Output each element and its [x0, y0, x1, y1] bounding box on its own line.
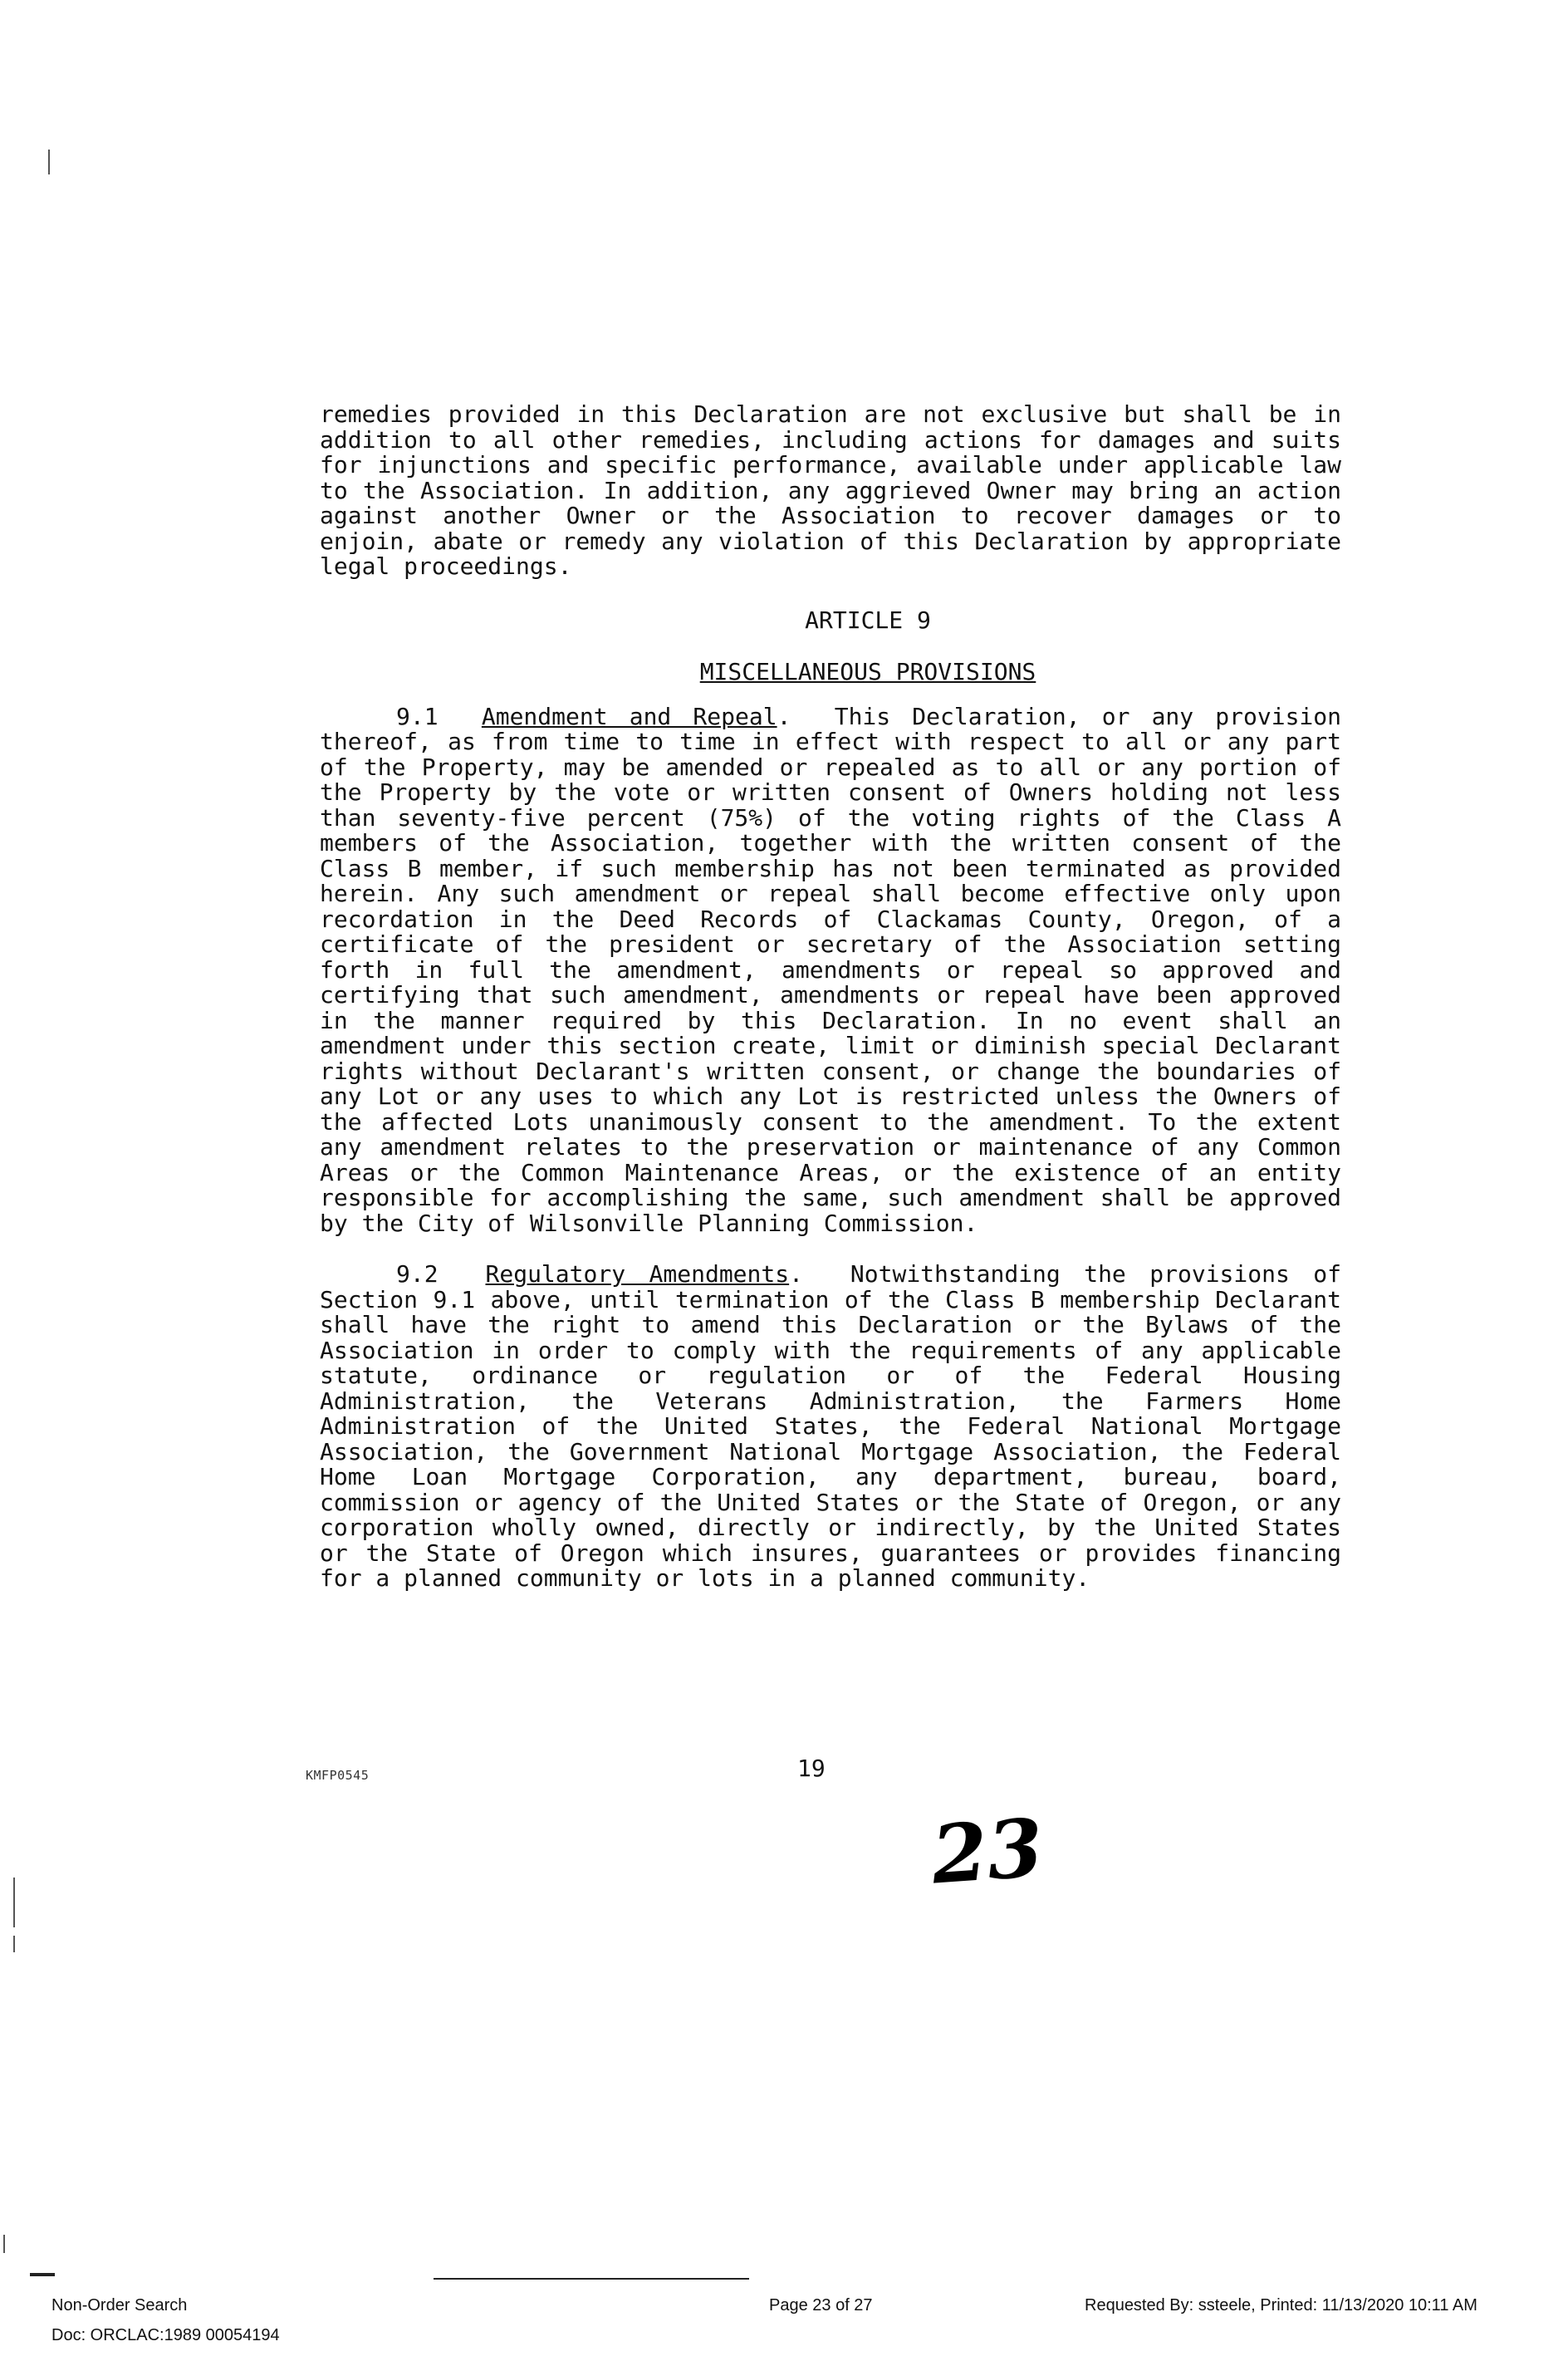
section-9-2-text: Notwithstanding the provisions of Section 9.1 above, until termination of the Class B membership Declarant shall have the right to amend this Declaration or the Bylaws of the Association in order to comply with the requirements of any applicable statute, ordinance or regulation or of the Federal Housing Administration, the Veterans Administration, the Farmers Home Administration of the United States, the Federal National Mortgage Association, the Government National Mortgage Association, the Federal Home Loan Mortgage Corporation, any department, bureau, board, commission or agency of the United States or the State of Oregon, or any corporation wholly owned, directly or indirectly, by the United States or the State of Oregon which insures, guarantees or provides financing for a planned community or lots in a planned community.: [320, 1260, 1341, 1592]
article-heading: ARTICLE 9: [805, 606, 931, 634]
scan-mark: [13, 1878, 15, 1927]
scan-mark: [48, 150, 50, 174]
footer-divider-left: [30, 2273, 55, 2276]
page-number: 19: [797, 1755, 826, 1782]
declaration-text: [320, 402, 1341, 1592]
section-9-1: 9.1 Amendment and Repeal. This Declaration, or any provision thereof, as from time to time in effect with respect to all or any part of the Property, may be amended or repealed as to all or any portion of the Property by the vote or written consent of Owners holding not less than seventy-five percent (75%) of the voting rights of the Class A members of the Association, together with the written consent of the Class B member, if such membership has not been terminated as provided herein. Any such amendment or repeal shall become effective only upon recordation in the Deed Records of Clackamas County, Oregon, of a certificate of the president or secretary of the Association setting forth in full the amendment, amendments or repeal so approved and certifying that such amendment, amendments or repeal have been approved in the manner required by this Declaration. In no event shall an amendment under this section create, limit or diminish special Declarant rights without Declarant's written consent, or change the boundaries of any Lot or any uses to which any Lot is restricted unless the Owners of the affected Lots unanimously consent to the amendment. To the extent any amendment relates to the preservation or maintenance of any Common Areas or the Common Maintenance Areas, or the existence of an entity responsible for accomplishing the same, such amendment shall be approved by the City of Wilsonville Planning Commission.: [320, 702, 1341, 1237]
section-heading: [394, 657, 1341, 685]
handwritten-page-number: 23: [929, 1800, 1046, 1902]
scan-mark: [3, 2235, 5, 2253]
continuation-paragraph: remedies provided in this Declaration are not exclusive but shall be in addition to all other remedies, including actions for damages and suits for injunctions and specific performance, available under applicable law to the Association. In addition, any aggrieved Owner may bring an action against another Owner or the Association to recover damages or to enjoin, abate or remedy any violation of this Declaration by appropriate legal proceedings.: [320, 400, 1341, 580]
requested-by: Requested By: ssteele, Printed: 11/13/2020 10:11 AM: [1085, 2296, 1477, 2314]
page-count: Page 23 of 27: [769, 2296, 873, 2314]
footer-divider: [434, 2278, 749, 2280]
search-type: Non-Order Search: [51, 2296, 188, 2314]
form-code: KMFP0545: [306, 1768, 370, 1783]
section-9-2-heading: Regulatory Amendments: [485, 1260, 790, 1288]
section-9-1-text: This Declaration, or any provision thereof, as from time to time in effect with respect to all or any part of the Property, may be amended or repealed as to all or any portion of the Property by the vote or written consent of Owners holding not less than seventy-five percent (75%) of the voting rights of the Class A members of the Association, together with the written consent of the Class B member, if such membership has not been terminated as provided herein. Any such amendment or repeal shall become effective only upon recordation in the Deed Records of Clackamas County, Oregon, of a certificate of the president or secretary of the Association setting forth in full the amendment, amendments or repeal so approved and certifying that such amendment, amendments or repeal have been approved in the manner required by this Declaration. In no event shall an amendment under this section create, limit or diminish special Declarant rights without Declarant's written consent, or change the boundaries of any Lot or any uses to which any Lot is restricted unless the Owners of the affected Lots unanimously consent to the amendment. To the extent any amendment relates to the preservation or maintenance of any Common Areas or the Common Maintenance Areas, or the existence of an entity responsible for accomplishing the same, such amendment shall be approved by the City of Wilsonville Planning Commission.: [320, 702, 1341, 1237]
scan-mark: [13, 1936, 15, 1952]
section-9-1-heading: Amendment and Repeal: [481, 702, 777, 730]
section-9-2: 9.2 Regulatory Amendments. Notwithstanding the provisions of Section 9.1 above, until termination of the Class B membership Declarant shall have the right to amend this Declaration or the Bylaws of the Association in order to comply with the requirements of any applicable statute, ordinance or regulation or of the Federal Housing Administration, the Veterans Administration, the Farmers Home Administration of the United States, the Federal National Mortgage Association, the Government National Mortgage Association, the Federal Home Loan Mortgage Corporation, any department, bureau, board, commission or agency of the United States or the State of Oregon, or any corporation wholly owned, directly or indirectly, by the United States or the State of Oregon which insures, guarantees or provides financing for a planned community or lots in a planned community.: [320, 1260, 1341, 1592]
document-id: Doc: ORCLAC:1989 00054194: [51, 2326, 280, 2344]
section-9-2-number: 9.2: [396, 1260, 439, 1288]
section-9-1-number: 9.1: [396, 702, 439, 730]
section-heading-text: MISCELLANEOUS PROVISIONS: [699, 657, 1036, 685]
